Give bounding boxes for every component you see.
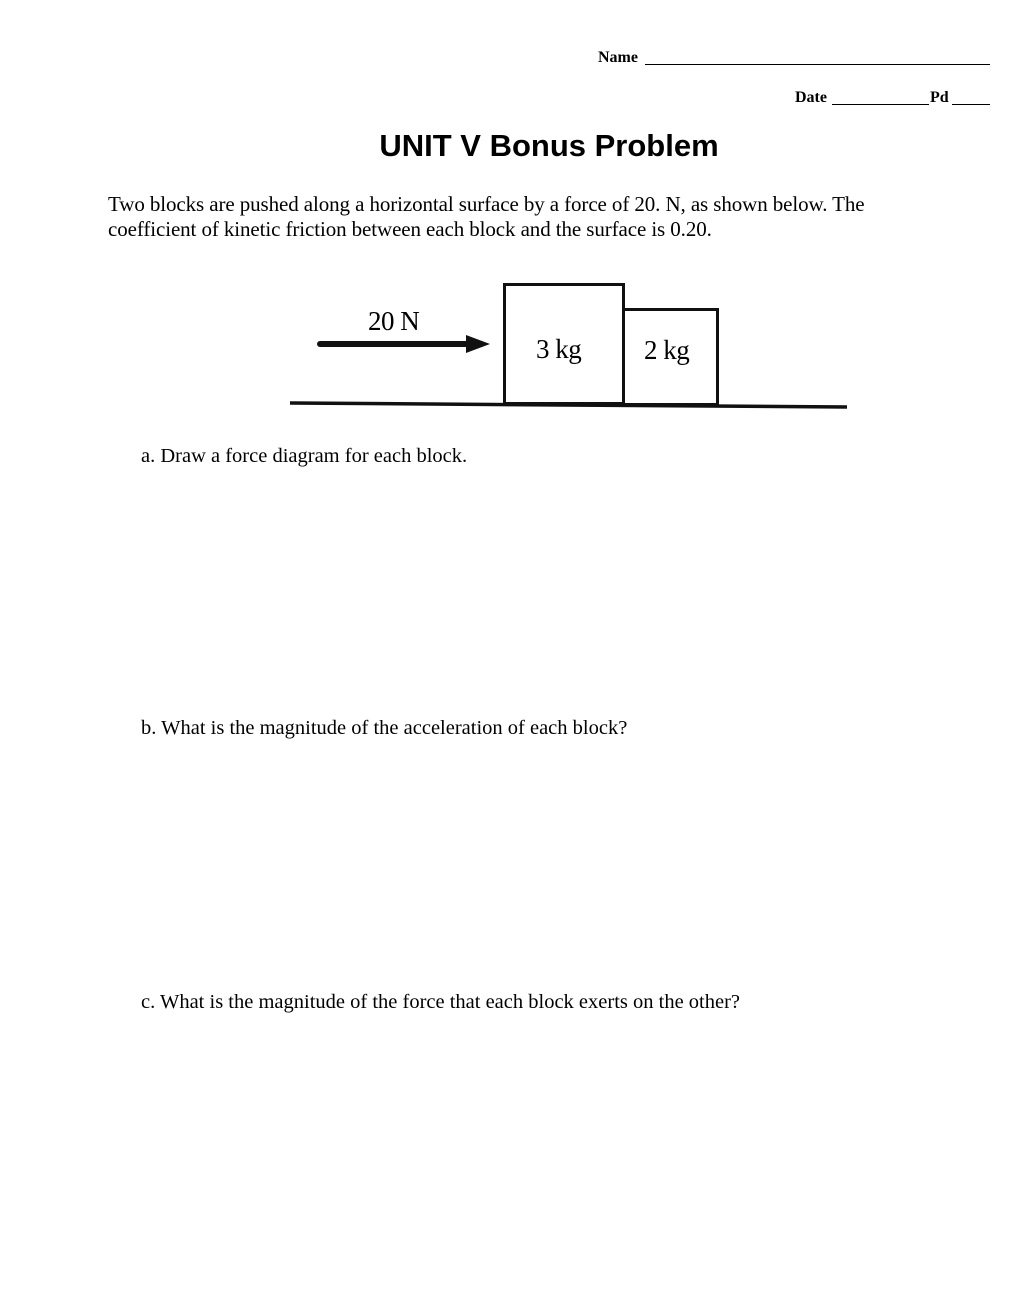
problem-line-1: Two blocks are pushed along a horizontal surface by a force of 20. N, as shown below. The [108, 192, 865, 216]
block-2kg-label: 2 kg [644, 335, 690, 365]
question-a: a. Draw a force diagram for each block. [141, 445, 468, 467]
period-field[interactable] [952, 104, 990, 105]
block-2kg [622, 308, 719, 406]
name-label: Name [598, 49, 638, 66]
name-field[interactable] [645, 64, 990, 65]
force-label: 20 N [368, 306, 420, 336]
question-c: c. What is the magnitude of the force that each block exerts on the other? [141, 991, 741, 1013]
question-b: b. What is the magnitude of the acceleration of each block? [141, 717, 628, 739]
date-label: Date [795, 89, 827, 106]
problem-line-2: coefficient of kinetic friction between each block and the surface is 0.20. [108, 217, 712, 241]
block-3kg [503, 283, 625, 405]
period-label: Pd [930, 89, 949, 106]
blocks-diagram [280, 270, 860, 420]
page-title: UNIT V Bonus Problem [379, 128, 719, 163]
block-3kg-label: 3 kg [536, 334, 582, 364]
date-field[interactable] [832, 104, 929, 105]
